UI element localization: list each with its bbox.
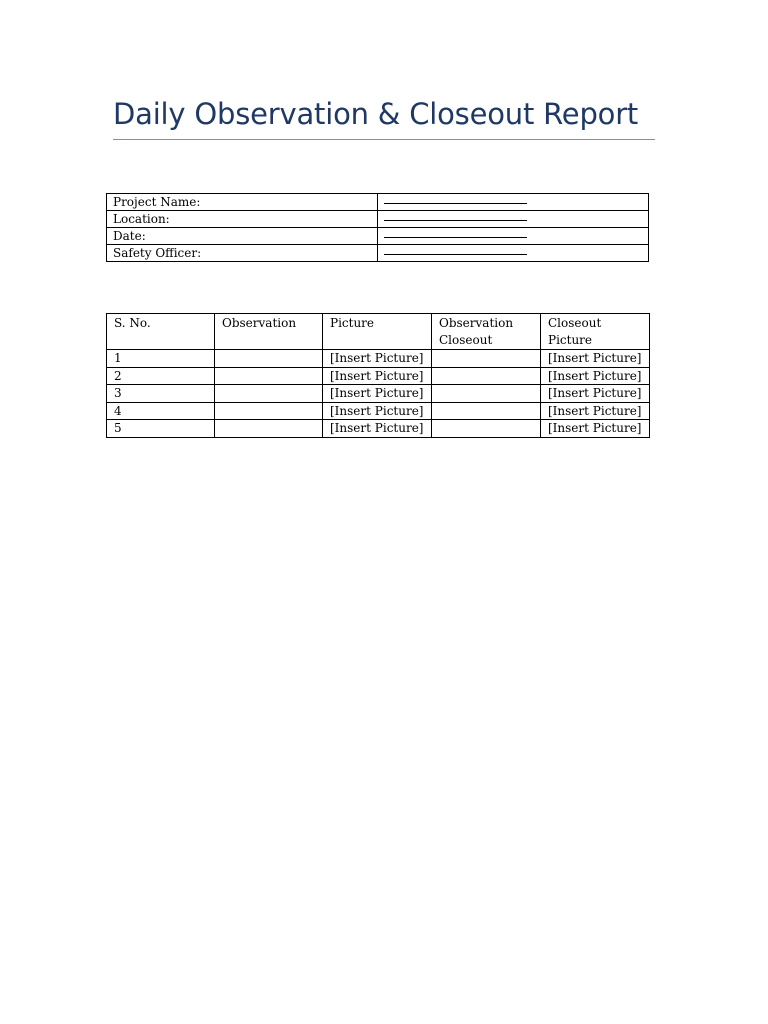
page-title: Daily Observation & Closeout Report xyxy=(113,97,639,131)
info-row-safety-officer xyxy=(107,245,649,262)
cell-observation-closeout[interactable] xyxy=(432,350,541,368)
project-info-table xyxy=(106,193,649,262)
info-row-location xyxy=(107,211,649,228)
column-header-picture: Picture xyxy=(323,314,432,350)
blank-line xyxy=(384,245,527,255)
column-header-closeout-picture: Closeout Picture xyxy=(541,314,650,350)
info-label: Date: xyxy=(107,228,378,245)
cell-closeout-picture-placeholder[interactable]: [Insert Picture] xyxy=(541,420,650,438)
cell-observation-closeout[interactable] xyxy=(432,402,541,420)
info-row-date xyxy=(107,228,649,245)
cell-picture-placeholder[interactable]: [Insert Picture] xyxy=(323,420,432,438)
cell-observation[interactable] xyxy=(215,385,323,403)
cell-sno: 2 xyxy=(107,367,215,385)
info-value-field[interactable] xyxy=(378,245,649,262)
blank-line xyxy=(384,194,527,204)
table-header-row xyxy=(107,314,650,350)
info-value-field[interactable] xyxy=(378,228,649,245)
observation-table xyxy=(106,313,650,438)
info-value-field[interactable] xyxy=(378,211,649,228)
info-label: Location: xyxy=(107,211,378,228)
blank-line xyxy=(384,228,527,238)
cell-picture-placeholder[interactable]: [Insert Picture] xyxy=(323,385,432,403)
cell-closeout-picture-placeholder[interactable]: [Insert Picture] xyxy=(541,367,650,385)
table-row xyxy=(107,350,650,368)
table-row xyxy=(107,385,650,403)
cell-sno: 4 xyxy=(107,402,215,420)
cell-sno: 3 xyxy=(107,385,215,403)
cell-picture-placeholder[interactable]: [Insert Picture] xyxy=(323,350,432,368)
column-header-observation-closeout: Observation Closeout xyxy=(432,314,541,350)
cell-picture-placeholder[interactable]: [Insert Picture] xyxy=(323,367,432,385)
column-header-observation: Observation xyxy=(215,314,323,350)
info-label: Safety Officer: xyxy=(107,245,378,262)
cell-sno: 5 xyxy=(107,420,215,438)
cell-observation[interactable] xyxy=(215,367,323,385)
cell-closeout-picture-placeholder[interactable]: [Insert Picture] xyxy=(541,350,650,368)
cell-observation[interactable] xyxy=(215,350,323,368)
cell-observation-closeout[interactable] xyxy=(432,420,541,438)
cell-observation-closeout[interactable] xyxy=(432,385,541,403)
table-row xyxy=(107,420,650,438)
table-row xyxy=(107,402,650,420)
cell-observation-closeout[interactable] xyxy=(432,367,541,385)
blank-line xyxy=(384,211,527,221)
cell-observation[interactable] xyxy=(215,420,323,438)
title-divider xyxy=(113,139,655,140)
info-value-field[interactable] xyxy=(378,194,649,211)
info-label: Project Name: xyxy=(107,194,378,211)
cell-sno: 1 xyxy=(107,350,215,368)
cell-observation[interactable] xyxy=(215,402,323,420)
cell-closeout-picture-placeholder[interactable]: [Insert Picture] xyxy=(541,385,650,403)
column-header-sno: S. No. xyxy=(107,314,215,350)
cell-closeout-picture-placeholder[interactable]: [Insert Picture] xyxy=(541,402,650,420)
cell-picture-placeholder[interactable]: [Insert Picture] xyxy=(323,402,432,420)
table-row xyxy=(107,367,650,385)
info-row-project-name xyxy=(107,194,649,211)
